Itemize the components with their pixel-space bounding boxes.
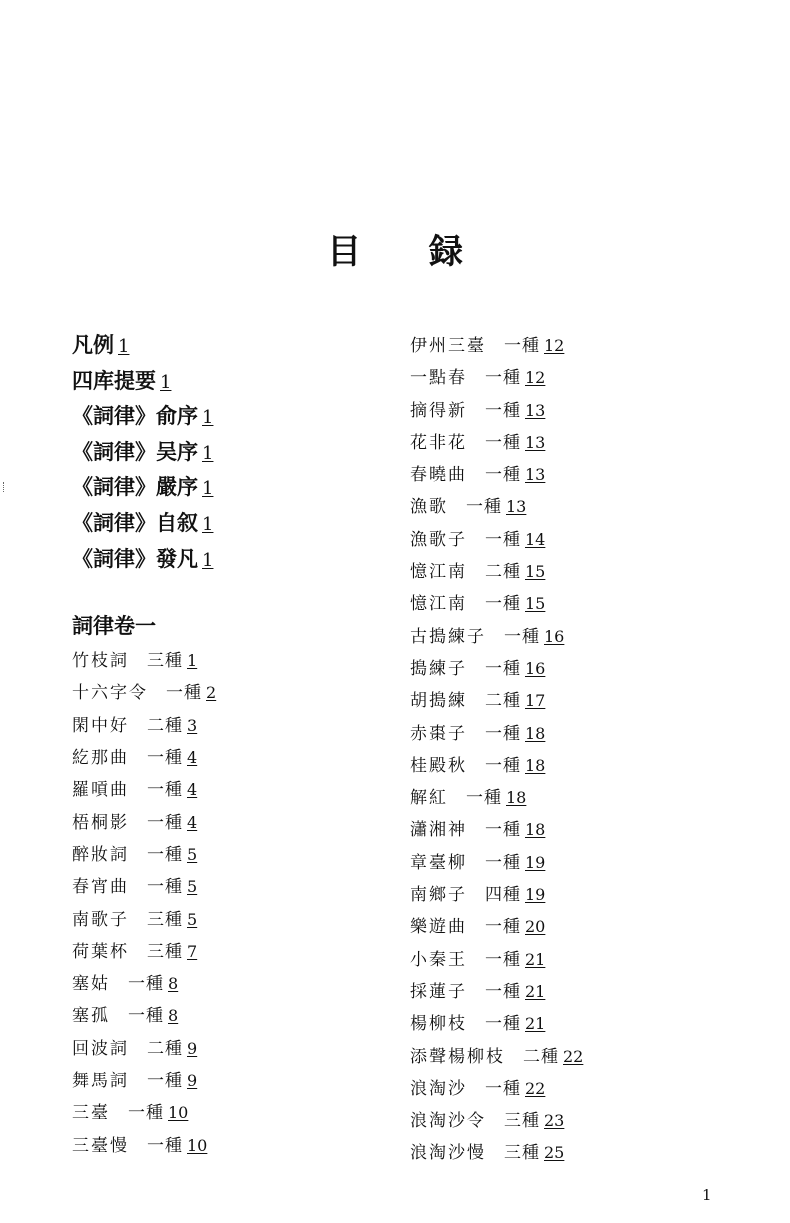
toc-entry-title: 解紅: [410, 788, 448, 809]
toc-page-number: 21: [525, 981, 546, 1001]
toc-entry-title: 舞馬詞: [72, 1071, 129, 1092]
toc-page-number: 12: [525, 368, 546, 388]
toc-entry-title: 憶江南: [410, 594, 467, 615]
toc-entry-title: 閑中好: [72, 715, 129, 736]
toc-page-number: 13: [525, 400, 546, 420]
toc-entry: [410, 847, 770, 879]
toc-entry: [410, 976, 770, 1008]
toc-entry-form-count: 一種: [147, 812, 183, 833]
front-matter-list: [72, 327, 372, 576]
toc-page-number: 1: [202, 442, 214, 464]
toc-front-matter-item: [72, 469, 372, 505]
toc-entry-title: 荷葉杯: [72, 941, 129, 962]
toc-entry-form-count: 一種: [128, 1103, 164, 1124]
toc-entry-form-count: 一種: [166, 683, 202, 704]
toc-entry: [72, 871, 372, 903]
toc-page-number: 1: [160, 371, 172, 393]
toc-front-matter-item: [72, 398, 372, 434]
toc-front-matter-item: [72, 505, 372, 541]
toc-entry-form-count: 一種: [485, 368, 521, 389]
toc-entry: [72, 1000, 372, 1032]
toc-page-number: 21: [525, 1014, 546, 1034]
toc-entry-title: 漁歌子: [410, 529, 467, 550]
toc-page-number: 12: [544, 336, 565, 355]
toc-entry-form-count: 一種: [485, 723, 521, 744]
toc-entry-form-count: 一種: [504, 626, 540, 647]
toc-entry-title: 春曉曲: [410, 465, 467, 486]
toc-entry-title: 《詞律》俞序: [72, 403, 198, 429]
toc-entry-title: 樂遊曲: [410, 917, 467, 938]
toc-entry-form-count: 一種: [485, 852, 521, 873]
toc-entry: [72, 904, 372, 936]
toc-page-number: 15: [525, 594, 546, 614]
toc-entry-title: 羅嗊曲: [72, 780, 129, 801]
toc-entry: [410, 621, 770, 653]
toc-entry-form-count: 二種: [147, 715, 183, 736]
toc-entry-title: 摘得新: [410, 400, 467, 421]
toc-entry-form-count: 一種: [485, 820, 521, 841]
toc-page-number: 23: [544, 1111, 565, 1131]
toc-entry-form-count: 二種: [147, 1038, 183, 1059]
toc-entry-form-count: 二種: [485, 562, 521, 583]
toc-page-number: 18: [525, 755, 546, 775]
toc-page-number: 10: [187, 1135, 208, 1155]
toc-page-number: 19: [525, 885, 546, 905]
toc-entry: [410, 556, 770, 588]
toc-page-number: 16: [525, 658, 546, 678]
volume-heading: 詞律卷一: [72, 613, 156, 639]
toc-page-number: 4: [187, 780, 198, 800]
toc-entry-form-count: 一種: [485, 658, 521, 679]
toc-entry: [72, 936, 372, 968]
toc-entry: [72, 677, 372, 709]
toc-page-number: 1: [202, 513, 214, 535]
toc-entry-title: 一點春: [410, 368, 467, 389]
toc-entry-form-count: 一種: [485, 529, 521, 550]
toc-entry: [410, 1105, 770, 1137]
toc-entry-form-count: 三種: [504, 1111, 540, 1132]
toc-entry: [72, 742, 372, 774]
toc-entry-form-count: 一種: [485, 917, 521, 938]
toc-entry: [410, 427, 770, 459]
toc-entry-form-count: 一種: [466, 497, 502, 518]
toc-page-number: 10: [168, 1103, 189, 1123]
toc-entry-title: 塞姑: [72, 974, 110, 995]
toc-entry-title: 《詞律》發凡: [72, 545, 198, 571]
entry-list-left: [72, 645, 372, 1162]
toc-entry-form-count: 一種: [485, 949, 521, 970]
toc-front-matter-item: [72, 363, 372, 399]
toc-entry-title: 十六字令: [72, 683, 148, 704]
toc-entry-title: 桂殿秋: [410, 755, 467, 776]
toc-entry: [410, 653, 770, 685]
toc-entry-title: 添聲楊柳枝: [410, 1046, 505, 1067]
toc-entry: [410, 330, 770, 362]
toc-entry-form-count: 三種: [147, 909, 183, 930]
toc-entry-title: 搗練子: [410, 658, 467, 679]
toc-entry-title: 小秦王: [410, 949, 467, 970]
toc-entry-title: 竹枝詞: [72, 651, 129, 672]
toc-page-number: 19: [525, 852, 546, 872]
toc-entry: [410, 944, 770, 976]
toc-entry: [410, 1008, 770, 1040]
toc-entry: [410, 814, 770, 846]
toc-entry: [410, 1041, 770, 1073]
page-title: 目 録: [327, 232, 491, 272]
toc-entry-title: 回波詞: [72, 1038, 129, 1059]
toc-entry: [72, 1033, 372, 1065]
toc-entry: [72, 1097, 372, 1129]
toc-entry: [72, 839, 372, 871]
toc-entry-title: 浪淘沙慢: [410, 1143, 486, 1164]
toc-page-number: 3: [187, 715, 198, 735]
toc-entry-form-count: 一種: [485, 981, 521, 1002]
toc-entry: [72, 710, 372, 742]
toc-entry-title: 採蓮子: [410, 981, 467, 1002]
toc-entry: [410, 750, 770, 782]
toc-entry: [72, 807, 372, 839]
toc-entry: [410, 685, 770, 717]
toc-page-number: 18: [506, 788, 527, 808]
toc-entry-form-count: 一種: [485, 1014, 521, 1035]
toc-entry: [410, 718, 770, 750]
toc-entry-form-count: 四種: [485, 885, 521, 906]
toc-entry-title: 四库提要: [72, 367, 156, 393]
toc-entry-title: 醉妝詞: [72, 844, 129, 865]
toc-entry: [410, 911, 770, 943]
toc-entry-title: 南鄉子: [410, 885, 467, 906]
toc-right-column: [410, 330, 770, 1170]
toc-page-number: 17: [525, 691, 546, 711]
toc-entry: [410, 524, 770, 556]
toc-page-number: 5: [187, 909, 198, 929]
toc-left-column: [72, 327, 372, 1162]
toc-entry-form-count: 三種: [504, 1143, 540, 1164]
toc-entry-title: 瀟湘神: [410, 820, 467, 841]
toc-page-number: 1: [202, 549, 214, 571]
toc-page-number: 18: [525, 820, 546, 840]
toc-page-number: 13: [525, 432, 546, 452]
toc-entry: [72, 645, 372, 677]
toc-entry-form-count: 一種: [128, 974, 164, 995]
toc-entry-title: 《詞律》嚴序: [72, 474, 198, 500]
toc-entry-form-count: 一種: [485, 432, 521, 453]
toc-entry-title: 《詞律》吴序: [72, 438, 198, 464]
toc-entry: [410, 879, 770, 911]
toc-entry: [410, 459, 770, 491]
toc-page-number: 1: [202, 478, 214, 500]
toc-entry-form-count: 一種: [485, 594, 521, 615]
toc-entry-form-count: 一種: [147, 748, 183, 769]
toc-entry: [72, 1065, 372, 1097]
toc-page-number: 8: [168, 1006, 179, 1026]
toc-page-number: 7: [187, 941, 198, 961]
toc-entry: [410, 395, 770, 427]
toc-entry-title: 赤棗子: [410, 723, 467, 744]
toc-page-number: 5: [187, 844, 198, 864]
toc-entry-title: 三臺: [72, 1103, 110, 1124]
toc-entry-form-count: 一種: [485, 755, 521, 776]
toc-entry-title: 《詞律》自叙: [72, 509, 198, 535]
toc-page-number: 5: [187, 877, 198, 897]
toc-page-number: 9: [187, 1038, 198, 1058]
toc-page-number: 9: [187, 1071, 198, 1091]
toc-entry-title: 春宵曲: [72, 877, 129, 898]
toc-entry-title: 塞孤: [72, 1006, 110, 1027]
toc-page-number: 4: [187, 812, 198, 832]
toc-entry-form-count: 一種: [128, 1006, 164, 1027]
toc-page-number: 25: [544, 1143, 565, 1163]
toc-front-matter-item: [72, 434, 372, 470]
toc-entry: [410, 1137, 770, 1169]
toc-page-number: 1: [187, 651, 198, 671]
scan-mark: [3, 482, 6, 492]
toc-entry-title: 憶江南: [410, 562, 467, 583]
toc-page-number: 13: [506, 497, 527, 517]
toc-entry-title: 花非花: [410, 432, 467, 453]
toc-entry-title: 漁歌: [410, 497, 448, 518]
toc-entry-form-count: 一種: [147, 1135, 183, 1156]
toc-entry-title: 浪淘沙: [410, 1078, 467, 1099]
page-number: 1: [702, 1186, 712, 1204]
toc-entry-title: 楊柳枝: [410, 1014, 467, 1035]
toc-entry: [72, 774, 372, 806]
toc-page-number: 15: [525, 562, 546, 582]
toc-page-number: 13: [525, 465, 546, 485]
toc-entry-form-count: 一種: [147, 844, 183, 865]
toc-page-number: 21: [525, 949, 546, 969]
toc-entry-title: 伊州三臺: [410, 336, 486, 356]
toc-page-number: 4: [187, 748, 198, 768]
toc-entry-title: 南歌子: [72, 909, 129, 930]
toc-entry-title: 紇那曲: [72, 748, 129, 769]
toc-entry-form-count: 一種: [485, 465, 521, 486]
toc-entry: [72, 1130, 372, 1162]
toc-page-number: 14: [525, 529, 546, 549]
toc-page-number: 1: [202, 407, 214, 429]
toc-page-number: 1: [118, 336, 130, 357]
toc-entry-form-count: 一種: [485, 1078, 521, 1099]
toc-entry-title: 凡例: [72, 332, 114, 357]
toc-entry-form-count: 一種: [147, 877, 183, 898]
entry-list-right: [410, 330, 770, 1170]
toc-page-number: 20: [525, 917, 546, 937]
toc-entry-form-count: 三種: [147, 941, 183, 962]
toc-entry: [410, 491, 770, 523]
toc-entry: [410, 362, 770, 394]
toc-entry-form-count: 二種: [523, 1046, 559, 1067]
toc-entry: [410, 1073, 770, 1105]
toc-entry-title: 古搗練子: [410, 626, 486, 647]
toc-page-number: 18: [525, 723, 546, 743]
toc-entry-form-count: 一種: [504, 336, 540, 356]
toc-front-matter-item: [72, 541, 372, 577]
toc-entry-form-count: 一種: [485, 400, 521, 421]
toc-entry-title: 浪淘沙令: [410, 1111, 486, 1132]
toc-page-number: 8: [168, 974, 179, 994]
toc-entry-title: 三臺慢: [72, 1135, 129, 1156]
toc-entry-form-count: 一種: [147, 780, 183, 801]
toc-entry-title: 梧桐影: [72, 812, 129, 833]
toc-entry: [410, 782, 770, 814]
toc-entry: [72, 968, 372, 1000]
toc-page-number: 2: [206, 683, 217, 703]
toc-entry-form-count: 二種: [485, 691, 521, 712]
toc-entry: [410, 588, 770, 620]
toc-entry-title: 章臺柳: [410, 852, 467, 873]
toc-entry-form-count: 一種: [466, 788, 502, 809]
toc-page-number: 16: [544, 626, 565, 646]
toc-entry-form-count: 一種: [147, 1071, 183, 1092]
toc-front-matter-item: [72, 327, 372, 363]
toc-entry-form-count: 三種: [147, 651, 183, 672]
toc-page-number: 22: [563, 1046, 584, 1066]
toc-page-number: 22: [525, 1078, 546, 1098]
toc-entry-title: 胡搗練: [410, 691, 467, 712]
